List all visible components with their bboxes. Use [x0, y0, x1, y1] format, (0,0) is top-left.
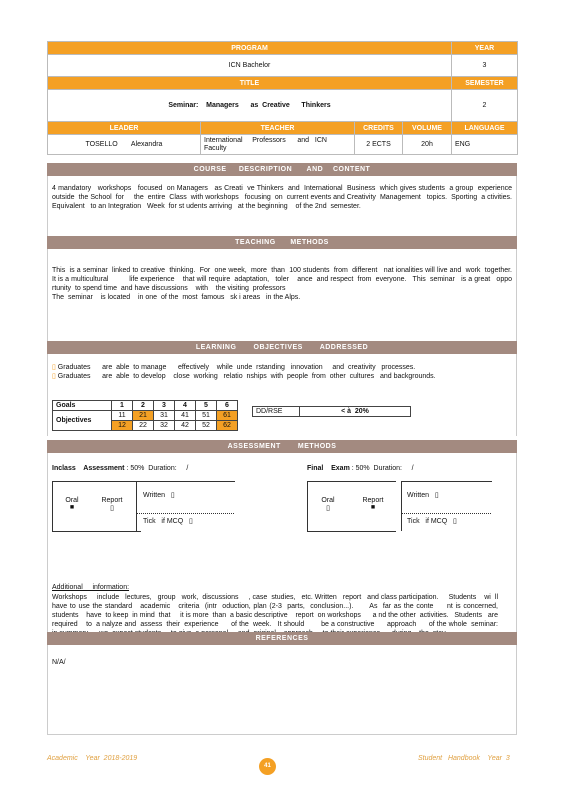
semester-label: SEMESTER	[452, 77, 518, 90]
program-label: PROGRAM	[48, 42, 452, 55]
objective-cell: 12	[112, 421, 133, 431]
divider	[136, 513, 234, 514]
references-text: N/A/	[52, 659, 66, 666]
objective-cell: 22	[133, 421, 154, 431]
year-value: 3	[452, 55, 518, 77]
final-value: : 50% Duration: /	[351, 465, 414, 472]
leader-value: TOSELLO Alexandra	[48, 135, 201, 155]
teaching-heading: TEACHING METHODS	[47, 236, 517, 249]
ddrse-label: DD/RSE	[253, 407, 300, 417]
credits-value: 2 ECTS	[355, 135, 403, 155]
references-section	[47, 645, 517, 735]
ddrse-table	[252, 406, 411, 417]
checkbox-icon[interactable]: ▯	[434, 492, 439, 499]
objective-cell: 21	[133, 411, 154, 421]
teacher-value: International Professors and ICN Faculty	[201, 135, 355, 155]
inclass-oral: Oral ■	[65, 497, 79, 511]
final-label: Final Exam	[307, 465, 350, 472]
checkbox-icon[interactable]: ▯	[189, 518, 193, 525]
filled-square-icon: ■	[370, 504, 376, 511]
header-table	[47, 41, 518, 155]
objective-cell: 42	[175, 421, 196, 431]
teaching-location: The seminar is located in one of the most famous sk i areas in the Alps.	[52, 294, 301, 301]
objective-cell: 32	[154, 421, 175, 431]
objective-cell: 31	[154, 411, 175, 421]
square-bullet-icon: ▯	[52, 364, 58, 371]
credits-label: CREDITS	[355, 122, 403, 135]
objectives-label: Objectives	[53, 411, 112, 431]
final-written: Written ▯	[407, 492, 439, 499]
checkbox-icon[interactable]: ▯	[170, 492, 175, 499]
goal-number: 2	[133, 401, 154, 411]
goal-number: 5	[196, 401, 217, 411]
objectives-section	[47, 354, 517, 436]
checkbox-icon[interactable]: ▯	[326, 505, 330, 512]
inclass-label: Inclass Assessment	[52, 465, 125, 472]
objective-cell: 41	[175, 411, 196, 421]
inclass-value: : 50% Duration: /	[126, 465, 189, 472]
final-oral: Oral ▯	[321, 497, 335, 512]
inclass-written: Written ▯	[143, 492, 175, 499]
course-heading: COURSE DESCRIPTION AND CONTENT	[47, 163, 517, 176]
program-value: ICN Bachelor	[48, 55, 452, 77]
footer-left: Academic Year 2018-2019	[47, 755, 138, 762]
objective-cell: 61	[217, 411, 238, 421]
goal-number: 4	[175, 401, 196, 411]
final-tick: Tick if MCQ ▯	[407, 518, 457, 525]
language-label: LANGUAGE	[452, 122, 518, 135]
teaching-text: This is a seminar linked to creative thinking. For one week, more than 100 students from different nat ionalities will live and work together. It is a multicultural life experience that will require adaptation, toler ance and respect from everyone. This seminar is a great oppo rtunity to spend time and have discussions with the visiting professors	[52, 267, 524, 292]
objective-cell: 11	[112, 411, 133, 421]
references-heading: REFERENCES	[47, 632, 517, 645]
goals-table	[52, 400, 238, 431]
additional-info-text: Workshops include lectures, group work, discussions , case studies, etc. Written report and class participation. Students wi ll have to use the standard academic criteria (intr oduction, plan (2-3 parts, conclusion...). As far as the conte nt is concerned, students have to keep in mind that it is more than a basic descriptive report on workshops a nd the other activities. Students are required to a nalyze and assess their experience of the week. It should be a constructive approach of the whole seminar:	[52, 594, 498, 628]
objective-cell: 52	[196, 421, 217, 431]
semester-value: 2	[452, 90, 518, 122]
year-label: YEAR	[452, 42, 518, 55]
checkbox-icon[interactable]: ▯	[453, 518, 457, 525]
objective-bullet-2: ▯ Graduates are able to develop close working relatio nships with people from other cultures and backgrounds.	[52, 373, 436, 380]
teacher-label: TEACHER	[201, 122, 355, 135]
inclass-tick: Tick if MCQ ▯	[143, 518, 193, 525]
ddrse-value: < à 20%	[300, 407, 411, 417]
final-report: Report ■	[362, 497, 384, 511]
goal-number: 1	[112, 401, 133, 411]
inclass-report: Report ▯	[101, 497, 123, 512]
inclass-line	[52, 465, 188, 472]
filled-square-icon: ■	[69, 504, 75, 511]
title-label: TITLE	[48, 77, 452, 90]
objective-cell: 51	[196, 411, 217, 421]
volume-label: VOLUME	[403, 122, 452, 135]
additional-info-title: Additional information:	[52, 584, 130, 591]
objective-bullet-1: ▯ Graduates are able to manage effectively while unde rstanding innovation and creativity processes.	[52, 364, 416, 371]
teaching-section	[47, 249, 524, 341]
language-value: ENG	[452, 135, 518, 155]
assessment-heading: ASSESSMENT METHODS	[47, 440, 517, 453]
footer-right: Student Handbook Year 3	[418, 755, 510, 762]
goal-number: 3	[154, 401, 175, 411]
objective-cell: 62	[217, 421, 238, 431]
divider	[401, 513, 491, 514]
square-bullet-icon: ▯	[52, 373, 58, 380]
leader-label: LEADER	[48, 122, 201, 135]
final-line	[307, 465, 414, 472]
checkbox-icon[interactable]: ▯	[110, 505, 114, 512]
course-title: Seminar: Managers as Creative Thinkers	[48, 90, 452, 122]
goals-label: Goals	[53, 401, 112, 411]
course-text: 4 mandatory workshops focused on Managers as Creati ve Thinkers and International Business which gives students a group experience outside the School for the entire Class with workshops focusing on current events and Creativity Management topics. Sporting a ctivities. Equivalent to an Integration Week for st udents arriving at the beginning of the 2nd semester.	[47, 176, 517, 238]
objectives-heading: LEARNING OBJECTIVES ADDRESSED	[47, 341, 517, 354]
page-number: 41	[259, 758, 276, 775]
volume-value: 20h	[403, 135, 452, 155]
goal-number: 6	[217, 401, 238, 411]
